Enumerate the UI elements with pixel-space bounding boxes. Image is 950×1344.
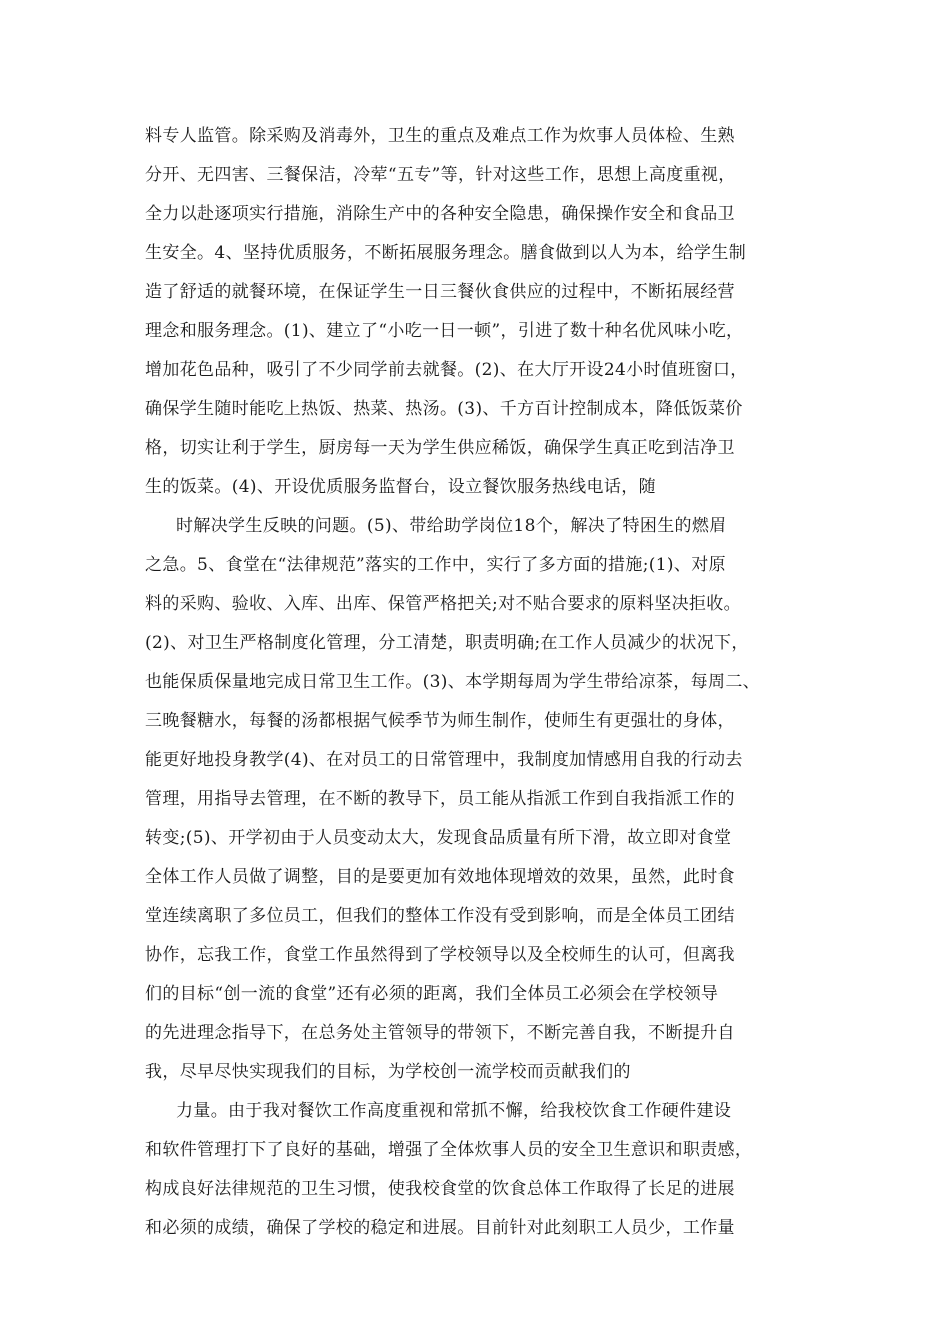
paragraph-3 [145,1092,805,1248]
text-line: 增加花色品种，吸引了不少同学前去就餐。(2)、在大厅开设24小时值班窗口， [145,360,748,380]
text-line: 我，尽早尽快实现我们的目标，为学校创一流学校而贡献我们的 [145,1062,631,1082]
text-line: 和软件管理打下了良好的基础，增强了全体炊事人员的安全卫生意识和职责感， [145,1140,753,1160]
text-line: 生安全。4、坚持优质服务，不断拓展服务理念。膳食做到以人为本，给学生制 [145,243,747,263]
text-line: 的先进理念指导下，在总务处主管领导的带领下，不断完善自我，不断提升自 [145,1023,735,1043]
text-line: 和必须的成绩，确保了学校的稳定和进展。目前针对此刻职工人员少，工作量 [145,1218,735,1238]
text-line: 理念和服务理念。(1)、建立了“小吃一日一顿”，引进了数十种名优风味小吃， [145,321,744,341]
text-line: 造了舒适的就餐环境，在保证学生一日三餐伙食供应的过程中，不断拓展经营 [145,282,735,302]
text-line: 全体工作人员做了调整，目的是要更加有效地体现增效的效果，虽然，此时食 [145,867,735,887]
text-line: 料专人监管。除采购及消毒外，卫生的重点及难点工作为炊事人员体检、生熟 [145,126,735,146]
text-line: 三晚餐糖水，每餐的汤都根据气候季节为师生制作，使师生有更强壮的身体， [145,711,735,731]
text-line: 也能保质保量地完成日常卫生工作。(3)、本学期每周为学生带给凉茶，每周二、 [145,672,761,692]
text-line: 确保学生随时能吃上热饭、热菜、热汤。(3)、千方百计控制成本，降低饭菜价 [145,399,743,419]
paragraph-2 [145,507,805,1092]
text-line: 格，切实让利于学生，厨房每一天为学生供应稀饭，确保学生真正吃到洁净卫 [145,438,735,458]
text-line: 生的饭菜。(4)、开设优质服务监督台，设立餐饮服务热线电话，随 [145,477,656,497]
text-line: 能更好地投身教学(4)、在对员工的日常管理中，我制度加情感用自我的行动去 [145,750,743,770]
text-line: 们的目标“创一流的食堂”还有必须的距离，我们全体员工必须会在学校领导 [145,984,719,1004]
text-line: 分开、无四害、三餐保洁，冷荤“五专”等，针对这些工作，思想上高度重视， [145,165,736,185]
text-line: 时解决学生反映的问题。(5)、带给助学岗位18个，解决了特困生的燃眉 [176,516,727,536]
text-line: (2)、对卫生严格制度化管理，分工清楚，职责明确;在工作人员减少的状况下， [145,633,749,653]
text-line: 构成良好法律规范的卫生习惯，使我校食堂的饮食总体工作取得了长足的进展 [145,1179,735,1199]
text-line: 堂连续离职了多位员工，但我们的整体工作没有受到影响，而是全体员工团结 [145,906,735,926]
text-line: 转变;(5)、开学初由于人员变动太大，发现食品质量有所下滑，故立即对食堂 [145,828,732,848]
text-line: 协作，忘我工作，食堂工作虽然得到了学校领导以及全校师生的认可，但离我 [145,945,735,965]
text-line: 全力以赴逐项实行措施，消除生产中的各种安全隐患，确保操作安全和食品卫 [145,204,735,224]
text-line: 管理，用指导去管理，在不断的教导下，员工能从指派工作到自我指派工作的 [145,789,735,809]
text-line: 之急。5、食堂在“法律规范”落实的工作中，实行了多方面的措施;(1)、对原 [145,555,726,575]
text-line: 力量。由于我对餐饮工作高度重视和常抓不懈，给我校饮食工作硬件建设 [176,1101,732,1121]
paragraph-1 [145,117,805,507]
text-line: 料的采购、验收、入库、出库、保管严格把关;对不贴合要求的原料坚决拒收。 [145,594,741,614]
